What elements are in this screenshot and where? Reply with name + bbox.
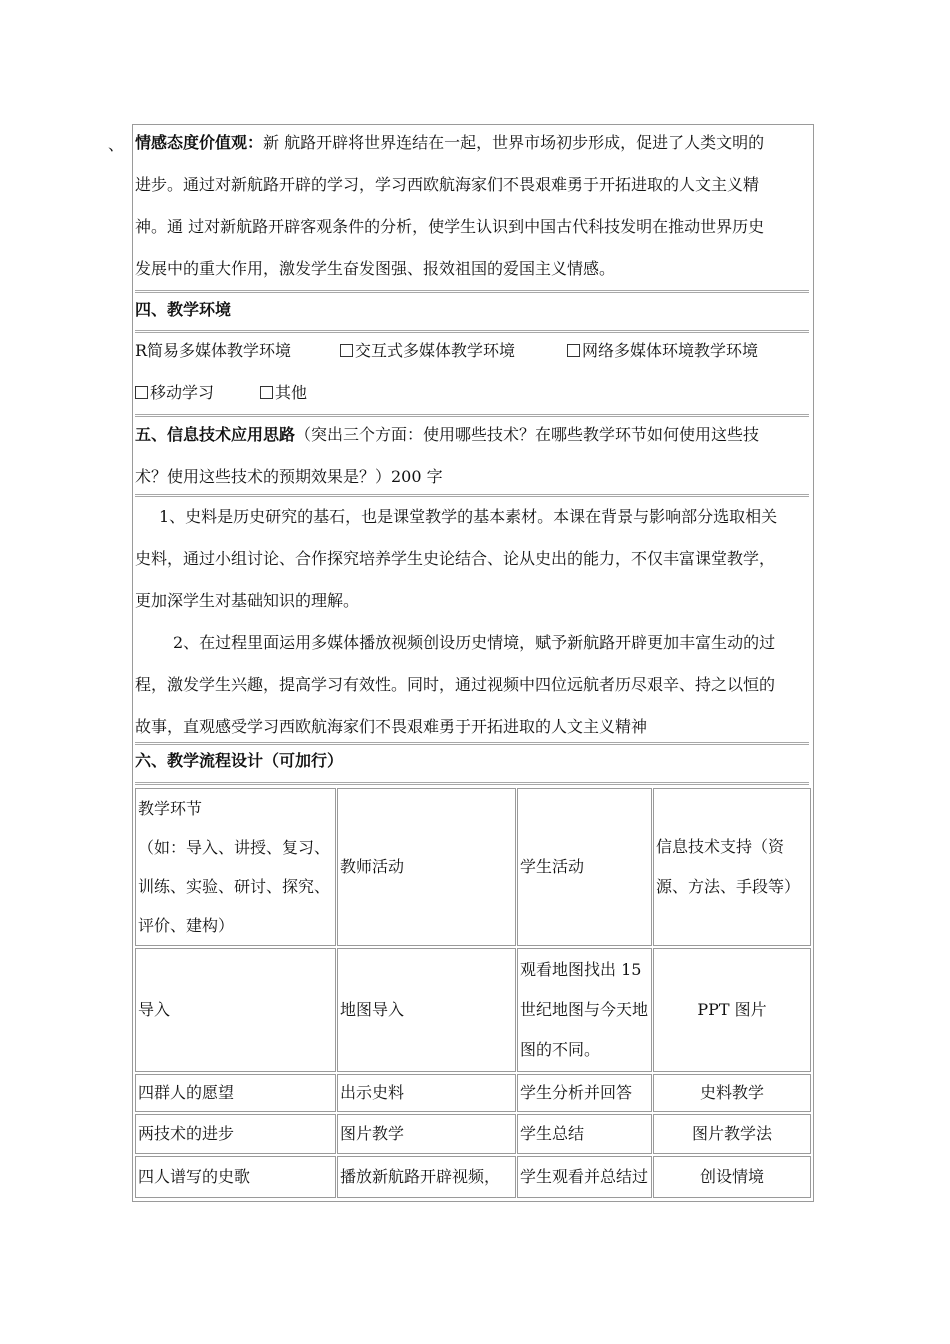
table-row-1-teacher — [337, 948, 516, 1072]
emotion-line-2: 进步。通过对新航路开辟的学习，学习西欧航海家们不畏艰难勇于开拓进取的人文主义精 — [135, 175, 760, 194]
emotion-line-4: 发展中的重大作用，激发学生奋发图强、报效祖国的爱国主义情感。 — [135, 259, 616, 278]
header-stage-line-3: 训练、实验、研讨、探究、 — [138, 877, 331, 896]
env-option-mobile-label: 移动学习 — [150, 383, 215, 402]
table-row-1-stage — [135, 948, 336, 1072]
row-4-student-text: 学生观看并总结过 — [520, 1167, 649, 1186]
header-teacher-text: 教师活动 — [340, 857, 405, 876]
row-1-it-text: PPT 图片 — [697, 1000, 767, 1019]
row-1-stage-text: 导入 — [138, 1000, 171, 1019]
header-it-line-1: 信息技术支持（资 — [656, 837, 785, 856]
row-2-student-text: 学生分析并回答 — [520, 1083, 633, 1102]
emotion-text-1: 新 航路开辟将世界连结在一起，世界市场初步形成，促进了人类文明的 — [263, 133, 765, 152]
row-3-it-text: 图片教学法 — [691, 1124, 772, 1143]
row-4-it-text: 创设情境 — [699, 1167, 764, 1186]
header-it-line-2: 源、方法、手段等） — [656, 877, 801, 896]
env-option-network[interactable] — [567, 338, 758, 361]
tech-p2-line-2: 程，激发学生兴趣，提高学习有效性。同时，通过视频中四位远航者历尽艰辛、持之以恒的 — [135, 675, 776, 694]
header-student — [517, 788, 652, 946]
env-title-text: 四、教学环境 — [135, 300, 232, 319]
row-3-student-text: 学生总结 — [520, 1124, 585, 1143]
divider — [135, 742, 809, 745]
header-stage — [135, 788, 336, 946]
flow-section — [135, 746, 811, 776]
table-row-3-it — [653, 1114, 811, 1154]
tech-section — [135, 414, 811, 498]
env-option-simple-label: R简易多媒体教学环境 — [135, 341, 292, 360]
tech-p2-line-3: 故事，直观感受学习西欧航海家们不畏艰难勇于开拓进取的人文主义精神 — [135, 717, 648, 736]
divider — [135, 330, 809, 333]
env-option-simple[interactable] — [135, 338, 291, 361]
tech-desc-2: 术？使用这些技术的预期效果是？）200 字 — [135, 467, 443, 486]
env-title — [135, 296, 811, 324]
checkbox-icon[interactable] — [567, 344, 580, 357]
row-2-stage-text: 四群人的愿望 — [138, 1083, 235, 1102]
tech-p1-line-2: 史料，通过小组讨论、合作探究培养学生史论结合、论从史出的能力，不仅丰富课堂教学， — [135, 549, 776, 568]
table-row-2-stage — [135, 1074, 336, 1112]
tech-p1-line-1: 1、史料是历史研究的基石，也是课堂教学的基本素材。本课在背景与影响部分选取相关 — [159, 507, 778, 526]
divider — [135, 782, 809, 785]
table-row-1-it — [653, 948, 811, 1072]
table-row-2-student — [517, 1074, 652, 1112]
table-row-1-student — [517, 948, 652, 1072]
env-option-other-label: 其他 — [275, 383, 308, 402]
table-row-4-student — [517, 1156, 652, 1198]
flow-title — [135, 746, 811, 776]
tech-desc-1: （突出三个方面：使用哪些技术？在哪些教学环节如何使用这些技 — [295, 425, 760, 444]
emotion-label: 情感态度价值观： — [135, 133, 264, 152]
header-it — [653, 788, 811, 946]
table-row-4-stage — [135, 1156, 336, 1198]
tech-title-line — [135, 414, 811, 456]
table-row-3-student — [517, 1114, 652, 1154]
row-1-student-line-1: 观看地图找出 15 — [520, 960, 642, 979]
table-row-3-teacher — [337, 1114, 516, 1154]
header-stage-line-1: 教学环节 — [138, 799, 203, 818]
tech-body — [135, 496, 811, 748]
header-student-text: 学生活动 — [520, 857, 585, 876]
row-4-teacher-text: 播放新航路开辟视频， — [340, 1167, 501, 1186]
env-option-other[interactable] — [260, 380, 307, 403]
emotion-line-3: 神。通 过对新航路开辟客观条件的分析，使学生认识到中国古代科技发明在推动世界历史 — [135, 217, 765, 236]
env-option-mobile[interactable] — [135, 380, 214, 403]
emotion-section — [135, 122, 811, 290]
bullet-mark: 、 — [108, 135, 125, 154]
tech-title: 五、信息技术应用思路 — [135, 425, 296, 444]
checkbox-icon[interactable] — [260, 386, 273, 399]
row-3-stage-text: 两技术的进步 — [138, 1124, 235, 1143]
env-option-network-label: 网络多媒体环境教学环境 — [582, 341, 759, 360]
checkbox-icon[interactable] — [340, 344, 353, 357]
table-row-4-teacher — [337, 1156, 516, 1198]
emotion-line-1 — [135, 122, 811, 164]
row-2-teacher-text: 出示史料 — [340, 1083, 405, 1102]
row-3-teacher-text: 图片教学 — [340, 1124, 405, 1143]
tech-p2-line-1: 2、在过程里面运用多媒体播放视频创设历史情境，赋予新航路开辟更加丰富生动的过 — [173, 633, 776, 652]
env-option-interactive[interactable] — [340, 338, 515, 361]
row-1-student-line-2: 世纪地图与今天地 — [520, 1000, 649, 1019]
table-row-2-it — [653, 1074, 811, 1112]
env-section — [135, 296, 811, 324]
header-teacher — [337, 788, 516, 946]
row-4-stage-text: 四人谱写的史歌 — [138, 1167, 251, 1186]
header-stage-line-2: （如：导入、讲授、复习、 — [138, 838, 331, 857]
header-stage-line-4: 评价、建构） — [138, 916, 235, 935]
env-option-interactive-label: 交互式多媒体教学环境 — [355, 341, 516, 360]
divider — [135, 290, 809, 293]
row-1-teacher-text: 地图导入 — [340, 1000, 405, 1019]
table-row-4-it — [653, 1156, 811, 1198]
flow-title-text: 六、教学流程设计（可加行） — [135, 751, 344, 770]
checkbox-icon[interactable] — [135, 386, 148, 399]
table-row-3-stage — [135, 1114, 336, 1154]
row-2-it-text: 史料教学 — [699, 1083, 764, 1102]
tech-p1-line-3: 更加深学生对基础知识的理解。 — [135, 591, 360, 610]
table-row-2-teacher — [337, 1074, 516, 1112]
row-1-student-line-3: 图的不同。 — [520, 1040, 601, 1059]
